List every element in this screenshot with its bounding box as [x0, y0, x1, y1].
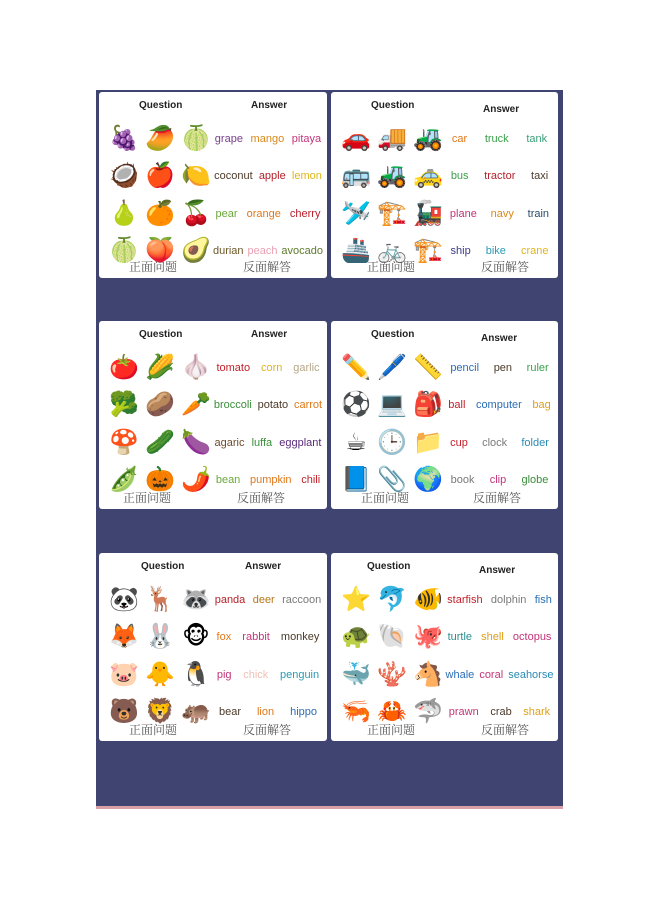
- picture-icon: 🚚: [377, 124, 407, 152]
- word-row: [211, 349, 325, 387]
- word-label: cherry: [289, 207, 321, 220]
- word-row: [211, 424, 325, 462]
- word-label: penguin: [279, 668, 320, 681]
- picture-icon: 🚢: [341, 237, 371, 265]
- picture-icon: 🦊: [109, 623, 139, 651]
- word-label: pig: [216, 668, 232, 681]
- word-label: hippo: [290, 706, 317, 719]
- picture-icon: 🥒: [145, 428, 175, 456]
- picture-icon: 🚜: [413, 124, 443, 152]
- picture-icon: ⭐: [341, 585, 371, 613]
- picture-icon: 🐧: [181, 660, 211, 688]
- picture-icon: 🐵: [182, 623, 210, 651]
- picture-icon: 🎃: [145, 466, 175, 494]
- picture-icon: 🐳: [341, 660, 371, 688]
- picture-icon: 🚲: [377, 237, 407, 265]
- picture-icon: 🐠: [413, 585, 443, 613]
- word-list: [211, 581, 325, 731]
- picture-icon: 🐙: [413, 623, 443, 651]
- word-label: panda: [214, 593, 246, 606]
- flashcard-2: [331, 92, 558, 278]
- picture-icon: 🐼: [109, 585, 139, 613]
- flashcard-1: [99, 92, 327, 278]
- picture-icon: 🦀: [377, 698, 407, 726]
- picture-icon: 🌶️: [181, 466, 211, 494]
- picture-icon: 🚜: [377, 162, 407, 190]
- back-side-label: 反面解答: [237, 491, 286, 505]
- word-label: peach: [247, 245, 278, 258]
- word-label: fox: [216, 631, 232, 644]
- picture-icon: 🫛: [109, 466, 139, 494]
- word-list: [443, 120, 556, 270]
- word-row: [211, 619, 325, 657]
- word-label: taxi: [531, 170, 549, 183]
- picture-icon: 🦐: [341, 698, 371, 726]
- question-heading: Question: [371, 329, 415, 340]
- picture-icon: 💻: [377, 391, 407, 419]
- question-heading: Question: [367, 561, 411, 572]
- picture-grid: [106, 349, 214, 499]
- question-heading: Question: [139, 329, 183, 340]
- word-label: turtle: [447, 631, 473, 644]
- word-label: plane: [449, 207, 477, 220]
- picture-icon: 🍈: [109, 237, 139, 265]
- picture-grid: [106, 120, 214, 270]
- picture-icon: 🦈: [413, 698, 443, 726]
- question-heading: Question: [141, 561, 185, 572]
- picture-icon: 🛩️: [341, 199, 371, 227]
- picture-icon: 📎: [377, 466, 407, 494]
- word-label: bag: [532, 399, 551, 412]
- word-label: garlic: [293, 361, 320, 374]
- word-label: lemon: [291, 170, 322, 183]
- answer-heading: Answer: [483, 104, 520, 115]
- word-label: pumpkin: [249, 474, 292, 487]
- picture-icon: 🌽: [145, 353, 175, 381]
- word-label: rabbit: [242, 631, 270, 644]
- answer-heading: Answer: [251, 100, 288, 111]
- answer-heading: Answer: [481, 333, 518, 344]
- picture-icon: 🚕: [413, 162, 443, 190]
- word-row: [211, 656, 325, 694]
- picture-icon: 🐻: [109, 698, 139, 726]
- word-label: apple: [258, 170, 286, 183]
- word-row: [443, 581, 556, 619]
- word-label: pitaya: [291, 132, 322, 145]
- picture-icon: ⚽: [341, 391, 371, 419]
- word-row: [211, 158, 325, 196]
- word-row: [443, 656, 556, 694]
- picture-icon: 🐬: [377, 585, 407, 613]
- word-label: tomato: [216, 361, 251, 374]
- answer-heading: Answer: [245, 561, 282, 572]
- word-label: cup: [450, 436, 468, 449]
- word-label: pen: [493, 361, 513, 374]
- front-side-label: 正面问题: [367, 260, 416, 274]
- word-label: octopus: [512, 631, 552, 644]
- picture-icon: 🎒: [413, 391, 443, 419]
- picture-icon: 🧄: [181, 353, 211, 381]
- picture-icon: 🦌: [145, 585, 175, 613]
- word-label: bus: [450, 170, 469, 183]
- word-list: [211, 120, 325, 270]
- flashcard-6: [331, 553, 558, 741]
- picture-icon: 🚗: [341, 124, 371, 152]
- picture-grid: [106, 581, 214, 731]
- back-side-label: 反面解答: [481, 260, 530, 274]
- word-label: shell: [481, 631, 504, 644]
- picture-icon: 📏: [413, 353, 443, 381]
- word-label: grape: [214, 132, 243, 145]
- word-row: [211, 120, 325, 158]
- word-label: bean: [215, 474, 241, 487]
- question-heading: Question: [371, 100, 415, 111]
- picture-icon: 🍇: [109, 124, 139, 152]
- word-label: lion: [256, 706, 275, 719]
- picture-icon: 🥥: [109, 162, 139, 190]
- picture-icon: 📘: [341, 466, 371, 494]
- back-side-label: 反面解答: [243, 260, 292, 274]
- word-label: shark: [523, 706, 551, 719]
- word-label: starfish: [447, 593, 483, 606]
- word-list: [211, 349, 325, 499]
- word-label: eggplant: [279, 436, 322, 449]
- word-label: tractor: [484, 170, 516, 183]
- word-label: dolphin: [490, 593, 527, 606]
- picture-icon: 🦝: [181, 585, 211, 613]
- picture-icon: 🍊: [145, 199, 175, 227]
- picture-icon: 🐴: [413, 660, 443, 688]
- word-label: truck: [484, 132, 509, 145]
- word-label: agaric: [214, 436, 245, 449]
- picture-icon: ✏️: [341, 353, 371, 381]
- word-label: navy: [490, 207, 514, 220]
- question-heading: Question: [139, 100, 183, 111]
- picture-icon: 🍐: [109, 199, 139, 227]
- word-label: computer: [475, 399, 522, 412]
- word-label: pencil: [450, 361, 480, 374]
- answer-heading: Answer: [251, 329, 288, 340]
- back-side-label: 反面解答: [481, 723, 530, 737]
- flashcard-3: [99, 321, 327, 509]
- word-row: [443, 349, 556, 387]
- word-label: carrot: [293, 399, 323, 412]
- back-side-label: 反面解答: [473, 491, 522, 505]
- word-label: monkey: [280, 631, 320, 644]
- word-label: mango: [250, 132, 285, 145]
- word-label: clip: [489, 474, 507, 487]
- board-bottom-edge: [96, 806, 563, 809]
- word-label: bike: [485, 245, 506, 258]
- answer-heading: Answer: [479, 565, 516, 576]
- word-label: fish: [534, 593, 552, 606]
- word-label: durian: [212, 245, 244, 258]
- picture-icon: 🍑: [145, 237, 175, 265]
- picture-icon: ☕: [345, 428, 367, 456]
- picture-icon: 🍈: [181, 124, 211, 152]
- picture-icon: 🥦: [109, 391, 139, 419]
- picture-icon: 🕒: [377, 428, 407, 456]
- front-side-label: 正面问题: [123, 491, 172, 505]
- picture-icon: 🍄: [109, 428, 139, 456]
- picture-icon: 🍋: [181, 162, 211, 190]
- word-label: folder: [521, 436, 549, 449]
- picture-icon: 🥭: [145, 124, 175, 152]
- word-label: crane: [520, 245, 549, 258]
- picture-icon: 🍎: [145, 162, 175, 190]
- word-label: seahorse: [508, 668, 554, 681]
- word-label: raccoon: [282, 593, 322, 606]
- word-row: [211, 387, 325, 425]
- picture-icon: 🖊️: [377, 353, 407, 381]
- picture-icon: 🌍: [413, 466, 443, 494]
- word-label: tank: [526, 132, 548, 145]
- picture-grid: [338, 581, 446, 731]
- picture-icon: 🐢: [341, 623, 371, 651]
- picture-icon: 🚂: [413, 199, 443, 227]
- word-label: corn: [260, 361, 283, 374]
- picture-icon: 🍅: [109, 353, 139, 381]
- word-label: ship: [450, 245, 471, 258]
- word-label: potato: [257, 399, 289, 412]
- word-row: [443, 424, 556, 462]
- word-label: car: [451, 132, 468, 145]
- word-label: ruler: [526, 361, 549, 374]
- word-label: pear: [215, 207, 238, 220]
- word-label: chick: [243, 668, 269, 681]
- word-row: [211, 195, 325, 233]
- word-label: globe: [521, 474, 549, 487]
- picture-icon: 🍒: [181, 199, 211, 227]
- word-row: [443, 619, 556, 657]
- word-row: [443, 195, 556, 233]
- word-label: coconut: [214, 170, 253, 183]
- word-label: bear: [218, 706, 242, 719]
- word-row: [443, 120, 556, 158]
- word-label: book: [450, 474, 475, 487]
- picture-icon: 🐰: [145, 623, 175, 651]
- word-label: orange: [246, 207, 281, 220]
- picture-grid: [338, 349, 446, 499]
- flashcard-5: [99, 553, 327, 741]
- word-row: [211, 581, 325, 619]
- word-label: luffa: [251, 436, 273, 449]
- word-label: clock: [482, 436, 508, 449]
- word-label: broccoli: [213, 399, 252, 412]
- picture-icon: 🪸: [377, 660, 407, 688]
- picture-icon: 🐚: [377, 623, 407, 651]
- picture-icon: 🥕: [181, 391, 211, 419]
- picture-icon: 🚌: [341, 162, 371, 190]
- picture-icon: 🍆: [181, 428, 211, 456]
- word-label: chili: [301, 474, 321, 487]
- word-label: crab: [490, 706, 512, 719]
- word-list: [443, 349, 556, 499]
- word-label: train: [527, 207, 550, 220]
- picture-icon: 📁: [413, 428, 443, 456]
- word-label: ball: [448, 399, 466, 412]
- word-label: coral: [479, 668, 504, 681]
- picture-grid: [338, 120, 446, 270]
- picture-icon: 🥑: [181, 237, 211, 265]
- word-row: [443, 158, 556, 196]
- word-label: avocado: [281, 245, 323, 258]
- word-row: [443, 387, 556, 425]
- word-label: prawn: [448, 706, 479, 719]
- picture-icon: 🐥: [145, 660, 175, 688]
- flashcard-4: [331, 321, 558, 509]
- picture-icon: 🏗️: [413, 237, 443, 265]
- front-side-label: 正面问题: [129, 260, 178, 274]
- picture-icon: 🦛: [181, 698, 211, 726]
- front-side-label: 正面问题: [367, 723, 416, 737]
- front-side-label: 正面问题: [361, 491, 410, 505]
- front-side-label: 正面问题: [129, 723, 178, 737]
- picture-icon: 🐷: [109, 660, 139, 688]
- picture-icon: 🦁: [145, 698, 175, 726]
- word-label: deer: [252, 593, 275, 606]
- picture-icon: 🏗️: [377, 199, 407, 227]
- word-label: whale: [445, 668, 475, 681]
- word-list: [443, 581, 556, 731]
- back-side-label: 反面解答: [243, 723, 292, 737]
- picture-icon: 🥔: [145, 391, 175, 419]
